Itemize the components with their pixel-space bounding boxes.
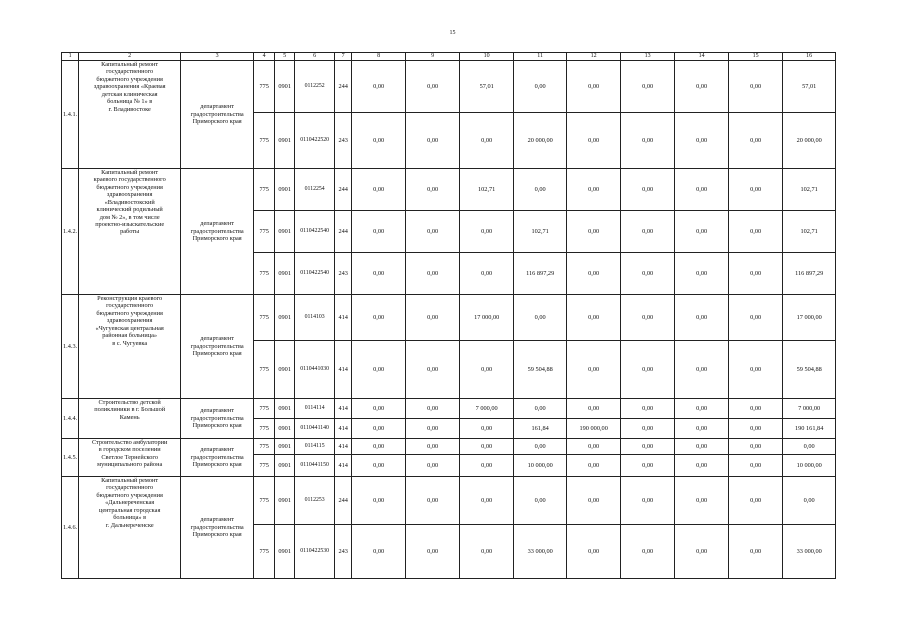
- code-cell: 0901: [275, 61, 295, 113]
- amount-cell: 0,00: [675, 525, 729, 579]
- amount-cell: 0,00: [406, 295, 460, 341]
- amount-cell: 190 000,00: [567, 419, 621, 439]
- code-cell: 0112253: [295, 477, 335, 525]
- amount-cell: 0,00: [352, 169, 406, 211]
- amount-cell: 0,00: [729, 295, 783, 341]
- budget-table: [61, 52, 836, 579]
- header-cell: 4: [254, 53, 275, 61]
- code-cell: 0901: [275, 455, 295, 477]
- amount-cell: 0,00: [567, 439, 621, 455]
- item-name: Реконструкция краевого государственного бюджетного учреждения здравоохранения «Чугуевская центральная районная больница» в с. Чугуевка: [79, 295, 181, 399]
- amount-cell: 57,01: [783, 61, 836, 113]
- amount-cell: 0,00: [729, 525, 783, 579]
- header-row: [62, 53, 836, 61]
- amount-cell: 0,00: [460, 477, 514, 525]
- header-cell: 7: [335, 53, 352, 61]
- amount-cell: 20 000,00: [514, 113, 567, 169]
- amount-cell: 0,00: [406, 477, 460, 525]
- amount-cell: 0,00: [514, 477, 567, 525]
- header-cell: 5: [275, 53, 295, 61]
- executor: департамент градостроительства Приморского края: [181, 477, 254, 579]
- amount-cell: 0,00: [406, 341, 460, 399]
- amount-cell: 0,00: [621, 113, 675, 169]
- code-cell: 775: [254, 419, 275, 439]
- amount-cell: 0,00: [567, 253, 621, 295]
- amount-cell: 0,00: [729, 253, 783, 295]
- amount-cell: 20 000,00: [783, 113, 836, 169]
- amount-cell: 0,00: [352, 455, 406, 477]
- code-cell: 243: [335, 525, 352, 579]
- amount-cell: 0,00: [352, 61, 406, 113]
- amount-cell: 0,00: [729, 439, 783, 455]
- amount-cell: 0,00: [621, 419, 675, 439]
- amount-cell: 10 000,00: [783, 455, 836, 477]
- code-cell: 0901: [275, 525, 295, 579]
- amount-cell: 116 897,29: [514, 253, 567, 295]
- table-row: [62, 439, 836, 455]
- amount-cell: 0,00: [675, 341, 729, 399]
- code-cell: 414: [335, 455, 352, 477]
- executor: департамент градостроительства Приморского края: [181, 399, 254, 439]
- amount-cell: 0,00: [621, 169, 675, 211]
- amount-cell: 0,00: [621, 211, 675, 253]
- header-cell: 1: [62, 53, 79, 61]
- amount-cell: 0,00: [567, 455, 621, 477]
- amount-cell: 0,00: [567, 211, 621, 253]
- code-cell: 244: [335, 61, 352, 113]
- code-cell: 243: [335, 253, 352, 295]
- code-cell: 414: [335, 341, 352, 399]
- header-cell: 15: [729, 53, 783, 61]
- code-cell: 414: [335, 399, 352, 419]
- executor: департамент градостроительства Приморского края: [181, 61, 254, 169]
- code-cell: 0112254: [295, 169, 335, 211]
- amount-cell: 0,00: [729, 399, 783, 419]
- header-cell: 14: [675, 53, 729, 61]
- amount-cell: 0,00: [675, 253, 729, 295]
- amount-cell: 0,00: [729, 455, 783, 477]
- amount-cell: 0,00: [460, 113, 514, 169]
- amount-cell: 59 504,88: [783, 341, 836, 399]
- table-row: [62, 61, 836, 113]
- header-cell: 9: [406, 53, 460, 61]
- amount-cell: 0,00: [460, 341, 514, 399]
- amount-cell: 102,71: [460, 169, 514, 211]
- amount-cell: 0,00: [514, 61, 567, 113]
- header-cell: 11: [514, 53, 567, 61]
- amount-cell: 0,00: [729, 113, 783, 169]
- amount-cell: 0,00: [675, 455, 729, 477]
- amount-cell: 0,00: [675, 477, 729, 525]
- code-cell: 0110441030: [295, 341, 335, 399]
- code-cell: 775: [254, 341, 275, 399]
- amount-cell: 161,84: [514, 419, 567, 439]
- amount-cell: 0,00: [675, 399, 729, 419]
- item-name: Строительство амбулатории в городском поселении Светлое Тернейского муниципального района: [79, 439, 181, 477]
- code-cell: 0114114: [295, 399, 335, 419]
- amount-cell: 0,00: [783, 439, 836, 455]
- header-cell: 10: [460, 53, 514, 61]
- amount-cell: 17 000,00: [783, 295, 836, 341]
- item-number: 1.4.1.: [62, 61, 79, 169]
- code-cell: 0110422520: [295, 113, 335, 169]
- amount-cell: 0,00: [406, 419, 460, 439]
- amount-cell: 0,00: [460, 525, 514, 579]
- item-name: Капитальный ремонт краевого государственного бюджетного учреждения здравоохранения «Владивостокский клинический родильный дом № 2», в том числе проектно-изыскательские работы: [79, 169, 181, 295]
- code-cell: 775: [254, 61, 275, 113]
- amount-cell: 0,00: [460, 439, 514, 455]
- code-cell: 244: [335, 477, 352, 525]
- executor: департамент градостроительства Приморского края: [181, 439, 254, 477]
- amount-cell: 0,00: [621, 61, 675, 113]
- amount-cell: 0,00: [567, 113, 621, 169]
- amount-cell: 0,00: [406, 399, 460, 419]
- code-cell: 775: [254, 253, 275, 295]
- amount-cell: 0,00: [352, 477, 406, 525]
- amount-cell: 0,00: [675, 61, 729, 113]
- amount-cell: 57,01: [460, 61, 514, 113]
- code-cell: 0901: [275, 295, 295, 341]
- code-cell: 0114115: [295, 439, 335, 455]
- header-cell: 12: [567, 53, 621, 61]
- code-cell: 0901: [275, 477, 295, 525]
- amount-cell: 0,00: [460, 253, 514, 295]
- amount-cell: 0,00: [406, 61, 460, 113]
- item-number: 1.4.5.: [62, 439, 79, 477]
- amount-cell: 0,00: [621, 525, 675, 579]
- header-cell: 3: [181, 53, 254, 61]
- code-cell: 775: [254, 211, 275, 253]
- executor: департамент градостроительства Приморского края: [181, 295, 254, 399]
- code-cell: 0901: [275, 419, 295, 439]
- code-cell: 0110441150: [295, 455, 335, 477]
- amount-cell: 0,00: [729, 211, 783, 253]
- code-cell: 775: [254, 525, 275, 579]
- item-name: Строительство детской поликлиники в г. Большой Камень: [79, 399, 181, 439]
- item-number: 1.4.2.: [62, 169, 79, 295]
- amount-cell: 0,00: [406, 253, 460, 295]
- page-number: 15: [449, 30, 456, 36]
- amount-cell: 0,00: [460, 419, 514, 439]
- amount-cell: 33 000,00: [514, 525, 567, 579]
- code-cell: 0901: [275, 439, 295, 455]
- amount-cell: 0,00: [621, 295, 675, 341]
- code-cell: 0901: [275, 169, 295, 211]
- amount-cell: 0,00: [352, 253, 406, 295]
- code-cell: 0112252: [295, 61, 335, 113]
- amount-cell: 7 000,00: [460, 399, 514, 419]
- amount-cell: 0,00: [621, 399, 675, 419]
- amount-cell: 0,00: [567, 169, 621, 211]
- amount-cell: 0,00: [352, 399, 406, 419]
- amount-cell: 0,00: [675, 169, 729, 211]
- amount-cell: 0,00: [729, 61, 783, 113]
- amount-cell: 102,71: [514, 211, 567, 253]
- code-cell: 414: [335, 295, 352, 341]
- amount-cell: 0,00: [406, 211, 460, 253]
- code-cell: 244: [335, 211, 352, 253]
- amount-cell: 0,00: [352, 525, 406, 579]
- amount-cell: 0,00: [352, 439, 406, 455]
- code-cell: 0901: [275, 253, 295, 295]
- amount-cell: 0,00: [460, 455, 514, 477]
- table-row: [62, 399, 836, 419]
- amount-cell: 7 000,00: [783, 399, 836, 419]
- amount-cell: 17 000,00: [460, 295, 514, 341]
- table-row: [62, 295, 836, 341]
- amount-cell: 0,00: [567, 477, 621, 525]
- amount-cell: 116 897,29: [783, 253, 836, 295]
- amount-cell: 0,00: [352, 341, 406, 399]
- code-cell: 0114103: [295, 295, 335, 341]
- amount-cell: 190 161,84: [783, 419, 836, 439]
- amount-cell: 0,00: [514, 439, 567, 455]
- header-cell: 8: [352, 53, 406, 61]
- code-cell: 244: [335, 169, 352, 211]
- code-cell: 0110422540: [295, 211, 335, 253]
- code-cell: 775: [254, 169, 275, 211]
- amount-cell: 0,00: [352, 295, 406, 341]
- code-cell: 414: [335, 439, 352, 455]
- item-name: Капитальный ремонт государственного бюджетного учреждения здравоохранения «Краевая детская клиническая больница № 1» в г. Владивостоке: [79, 61, 181, 169]
- amount-cell: 0,00: [567, 525, 621, 579]
- header-cell: 2: [79, 53, 181, 61]
- amount-cell: 0,00: [621, 253, 675, 295]
- amount-cell: 0,00: [352, 113, 406, 169]
- item-number: 1.4.4.: [62, 399, 79, 439]
- amount-cell: 0,00: [352, 211, 406, 253]
- table-row: [62, 477, 836, 525]
- code-cell: 0901: [275, 211, 295, 253]
- amount-cell: 0,00: [567, 295, 621, 341]
- amount-cell: 0,00: [675, 419, 729, 439]
- amount-cell: 0,00: [729, 341, 783, 399]
- amount-cell: 0,00: [675, 295, 729, 341]
- header-cell: 6: [295, 53, 335, 61]
- item-name: Капитальный ремонт государственного бюджетного учреждения «Дальнереченская центральная городская больница» в г. Дальнереченске: [79, 477, 181, 579]
- code-cell: 775: [254, 455, 275, 477]
- amount-cell: 10 000,00: [514, 455, 567, 477]
- amount-cell: 33 000,00: [783, 525, 836, 579]
- header-cell: 13: [621, 53, 675, 61]
- code-cell: 775: [254, 477, 275, 525]
- amount-cell: 0,00: [729, 477, 783, 525]
- code-cell: 0901: [275, 113, 295, 169]
- executor: департамент градостроительства Приморского края: [181, 169, 254, 295]
- code-cell: 0901: [275, 341, 295, 399]
- code-cell: 0110422540: [295, 253, 335, 295]
- amount-cell: 0,00: [567, 341, 621, 399]
- amount-cell: 0,00: [783, 477, 836, 525]
- amount-cell: 0,00: [567, 399, 621, 419]
- amount-cell: 0,00: [514, 169, 567, 211]
- amount-cell: 0,00: [514, 295, 567, 341]
- amount-cell: 0,00: [460, 211, 514, 253]
- amount-cell: 0,00: [675, 113, 729, 169]
- code-cell: 0110422530: [295, 525, 335, 579]
- amount-cell: 0,00: [514, 399, 567, 419]
- header-cell: 16: [783, 53, 836, 61]
- amount-cell: 0,00: [675, 439, 729, 455]
- code-cell: 0901: [275, 399, 295, 419]
- amount-cell: 0,00: [729, 169, 783, 211]
- amount-cell: 0,00: [352, 419, 406, 439]
- amount-cell: 59 504,88: [514, 341, 567, 399]
- code-cell: 775: [254, 295, 275, 341]
- amount-cell: 0,00: [621, 439, 675, 455]
- amount-cell: 102,71: [783, 169, 836, 211]
- table-row: [62, 169, 836, 211]
- code-cell: 0110441140: [295, 419, 335, 439]
- amount-cell: 0,00: [621, 477, 675, 525]
- amount-cell: 0,00: [406, 525, 460, 579]
- code-cell: 775: [254, 399, 275, 419]
- code-cell: 775: [254, 113, 275, 169]
- item-number: 1.4.6.: [62, 477, 79, 579]
- amount-cell: 0,00: [621, 341, 675, 399]
- code-cell: 414: [335, 419, 352, 439]
- amount-cell: 0,00: [567, 61, 621, 113]
- amount-cell: 0,00: [406, 113, 460, 169]
- code-cell: 243: [335, 113, 352, 169]
- amount-cell: 0,00: [621, 455, 675, 477]
- amount-cell: 102,71: [783, 211, 836, 253]
- code-cell: 775: [254, 439, 275, 455]
- amount-cell: 0,00: [406, 439, 460, 455]
- amount-cell: 0,00: [406, 169, 460, 211]
- amount-cell: 0,00: [729, 419, 783, 439]
- item-number: 1.4.3.: [62, 295, 79, 399]
- amount-cell: 0,00: [406, 455, 460, 477]
- amount-cell: 0,00: [675, 211, 729, 253]
